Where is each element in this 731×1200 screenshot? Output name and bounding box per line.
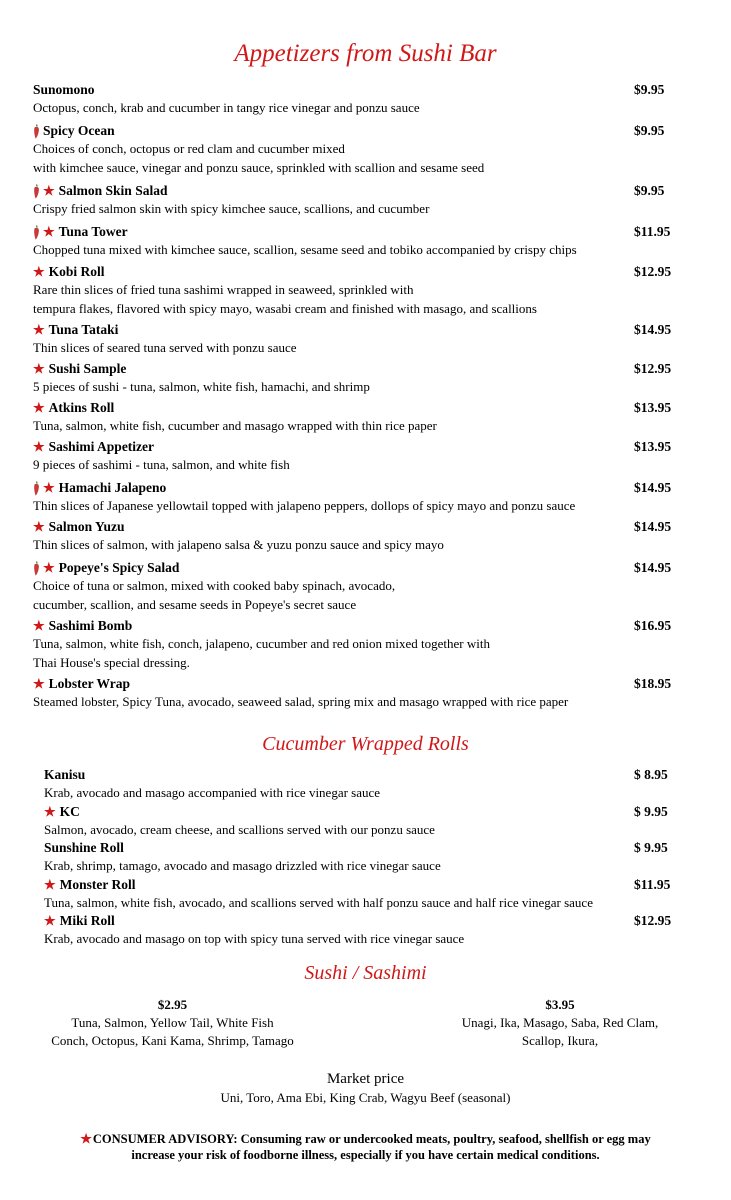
menu-item-name [33,264,105,280]
menu-item-price: $13.95 [634,400,672,415]
menu-item-description: Tuna, salmon, white fish, cucumber and masago wrapped with thin rice paper [33,418,437,433]
menu-item-name [33,224,128,240]
menu-item-name [44,877,136,893]
market-price-block [0,1069,731,1107]
star-icon: ★ [33,400,45,415]
menu-item-description: with kimchee sauce, vinegar and ponzu sauce, sprinkled with scallion and sesame seed [33,160,485,175]
star-icon: ★ [44,913,56,928]
star-icon: ★ [33,439,45,454]
section-title-appetizers: Appetizers from Sushi Bar [234,40,497,67]
menu-item-description: cucumber, scallion, and sesame seeds in Popeye's secret sauce [33,597,357,612]
menu-item-label: Salmon Skin Salad [58,183,168,198]
chili-pepper-icon [33,561,40,576]
menu-item-description: Salmon, avocado, cream cheese, and scallions served with our ponzu sauce [44,822,435,837]
menu-item-description: Crispy fried salmon skin with spicy kimchee sauce, scallions, and cucumber [33,201,430,216]
star-icon: ★ [80,1131,92,1146]
menu-item-label: KC [59,804,80,819]
menu-item-label: Sushi Sample [48,361,127,376]
menu-item-price: $14.95 [634,560,672,575]
menu-item-label: Hamachi Jalapeno [58,480,167,495]
menu-item-name [33,400,114,416]
advisory-line-2: increase your risk of foodborne illness, especially if you have certain medical conditions. [131,1148,600,1162]
menu-item-label: Lobster Wrap [48,676,131,691]
section-title-sushi-sashimi: Sushi / Sashimi [304,962,427,984]
menu-item-description: Thin slices of seared tuna served with ponzu sauce [33,340,297,355]
menu-item-description: Choices of conch, octopus or red clam and cucumber mixed [33,141,345,156]
star-icon: ★ [33,519,45,534]
menu-item-name [33,183,167,199]
star-icon: ★ [44,877,56,892]
menu-item-price: $9.95 [634,123,665,138]
menu-item-description: Thin slices of salmon, with jalapeno salsa & yuzu ponzu sauce and spicy mayo [33,537,444,552]
menu-item-label: Atkins Roll [48,400,115,415]
menu-item-name [44,804,80,820]
menu-item-label: Spicy Ocean [43,123,115,138]
menu-item-price: $13.95 [634,439,672,454]
menu-item-name [33,519,125,535]
menu-item-name [33,439,154,455]
menu-item-description: Krab, avocado and masago accompanied with rice vinegar sauce [44,785,381,800]
sushi-price-1: $2.95 [157,997,188,1012]
menu-item-description: Choice of tuna or salmon, mixed with cooked baby spinach, avocado, [33,578,396,593]
menu-item-price: $ 9.95 [634,840,668,855]
star-icon: ★ [43,480,55,495]
menu-item-price: $14.95 [634,322,672,337]
menu-item-price: $12.95 [634,264,672,279]
menu-item-description: 9 pieces of sashimi - tuna, salmon, and white fish [33,457,290,472]
sushi-price-column-1 [50,996,295,1050]
menu-item-description: Steamed lobster, Spicy Tuna, avocado, seaweed salad, spring mix and masago wrapped with rice paper [33,694,569,709]
menu-item-price: $12.95 [634,361,672,376]
menu-item-label: Sunshine Roll [44,840,124,855]
menu-item-label: Sashimi Appetizer [48,439,155,454]
menu-item-description: Octopus, conch, krab and cucumber in tangy rice vinegar and ponzu sauce [33,100,420,115]
star-icon: ★ [43,560,55,575]
sushi-list-line: Scallop, Ikura, [521,1033,599,1048]
chili-pepper-icon [33,225,40,240]
menu-item-price: $14.95 [634,480,672,495]
consumer-advisory [0,1131,731,1163]
star-icon: ★ [33,676,45,691]
sushi-price-column-2 [420,996,700,1050]
menu-item-price: $11.95 [634,877,671,892]
menu-item-price: $16.95 [634,618,672,633]
sushi-list-line: Unagi, Ika, Masago, Saba, Red Clam, [461,1015,659,1030]
star-icon: ★ [33,322,45,337]
menu-item-price: $9.95 [634,82,665,97]
section-title-cucumber-rolls: Cucumber Wrapped Rolls [262,733,469,755]
sushi-price-2: $3.95 [545,997,575,1012]
menu-item-label: Popeye's Spicy Salad [58,560,180,575]
menu-item-label: Salmon Yuzu [48,519,125,534]
menu-item-name [44,913,115,929]
menu-item-description: Krab, avocado and masago on top with spicy tuna served with rice vinegar sauce [44,931,465,946]
star-icon: ★ [33,618,45,633]
menu-item-description: Krab, shrimp, tamago, avocado and masago drizzled with rice vinegar sauce [44,858,441,873]
menu-item-price: $ 8.95 [634,767,668,782]
menu-item-description: Thin slices of Japanese yellowtail topped with jalapeno peppers, dollops of spicy mayo and ponzu sauce [33,498,576,513]
menu-item-name [33,676,130,692]
market-price-items: Uni, Toro, Ama Ebi, King Crab, Wagyu Beef (seasonal) [220,1090,511,1105]
menu-item-price: $18.95 [634,676,672,691]
menu-item-label: Sunomono [33,82,95,97]
menu-item-description: tempura flakes, flavored with spicy mayo, wasabi cream and finished with masago, and scallions [33,301,537,316]
menu-item-label: Kanisu [44,767,86,782]
star-icon: ★ [33,361,45,376]
menu-item-label: Tuna Tower [58,224,128,239]
menu-item-price: $14.95 [634,519,672,534]
menu-item-name [44,840,124,856]
chili-pepper-icon [33,184,40,199]
chili-pepper-icon [33,124,40,139]
menu-item-name [33,480,166,496]
menu-item-price: $11.95 [634,224,671,239]
menu-item-description: 5 pieces of sushi - tuna, salmon, white fish, hamachi, and shrimp [33,379,370,394]
menu-item-description: Thai House's special dressing. [33,655,190,670]
star-icon: ★ [43,183,55,198]
menu-item-description: Tuna, salmon, white fish, conch, jalapeno, cucumber and red onion mixed together with [33,636,490,651]
chili-pepper-icon [33,481,40,496]
menu-item-label: Miki Roll [59,913,115,928]
menu-item-price: $12.95 [634,913,672,928]
menu-item-label: Kobi Roll [48,264,105,279]
menu-item-description: Chopped tuna mixed with kimchee sauce, scallion, sesame seed and tobiko accompanied by crispy chips [33,242,577,257]
advisory-line-1: CONSUMER ADVISORY: Consuming raw or undercooked meats, poultry, seafood, shellfish or egg may [92,1132,651,1146]
menu-item-name [33,618,132,634]
star-icon: ★ [33,264,45,279]
menu-item-label: Monster Roll [59,877,136,892]
menu-item-label: Sashimi Bomb [48,618,133,633]
sushi-list-line: Conch, Octopus, Kani Kama, Shrimp, Tamago [51,1033,294,1048]
market-price-label: Market price [326,1071,405,1087]
menu-item-label: Tuna Tataki [48,322,119,337]
menu-item-name [33,560,179,576]
menu-item-price: $9.95 [634,183,665,198]
menu-item-name [33,322,118,338]
menu-item-name [33,123,115,139]
menu-item-price: $ 9.95 [634,804,668,819]
menu-item-description: Rare thin slices of fried tuna sashimi wrapped in seaweed, sprinkled with [33,282,414,297]
menu-item-description: Tuna, salmon, white fish, avocado, and scallions served with half ponzu sauce and half rice vinegar sauce [44,895,593,910]
sushi-list-line: Tuna, Salmon, Yellow Tail, White Fish [71,1015,274,1030]
star-icon: ★ [43,224,55,239]
menu-item-name [33,361,126,377]
star-icon: ★ [44,804,56,819]
menu-item-name [33,82,95,98]
menu-item-name [44,767,85,783]
